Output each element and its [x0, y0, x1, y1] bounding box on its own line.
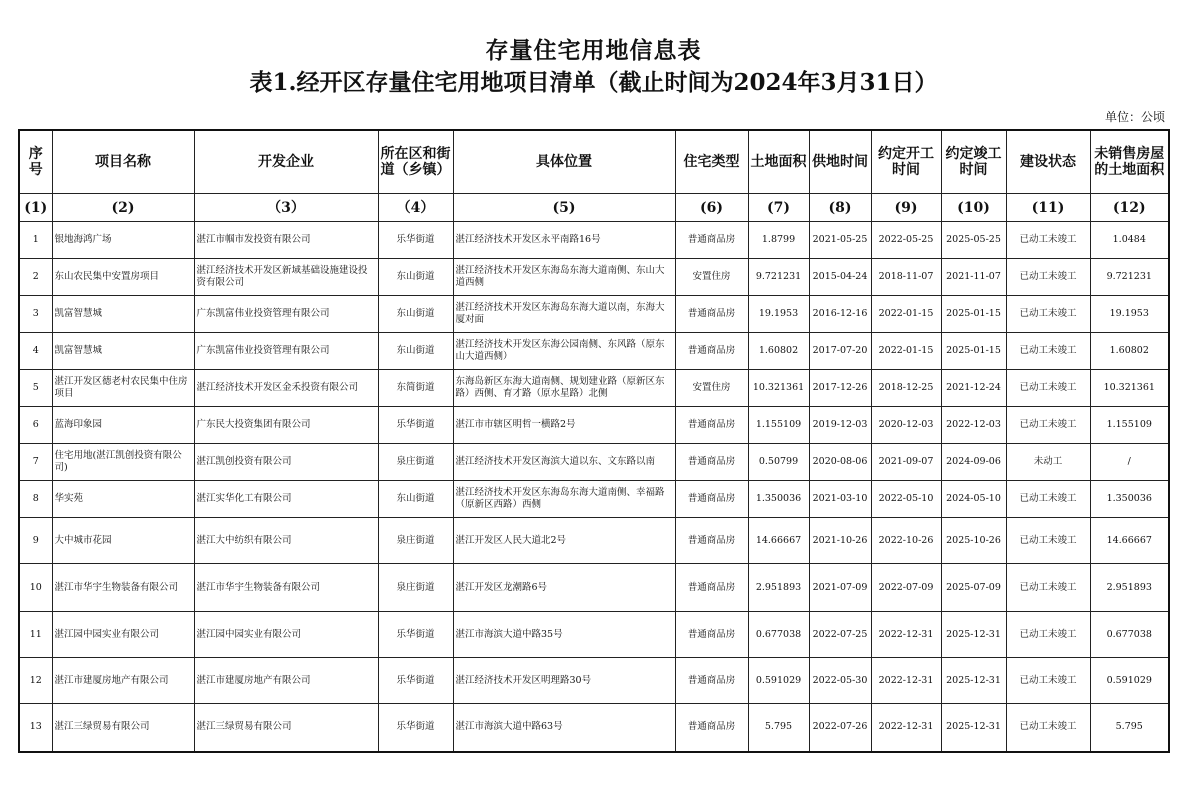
column-number: (5): [453, 194, 675, 222]
housing-type: 普通商品房: [675, 481, 748, 518]
developer: 广东凯富伟业投资管理有限公司: [194, 296, 378, 333]
construction-status: 已动工未竣工: [1006, 370, 1090, 407]
construction-status: 已动工未竣工: [1006, 481, 1090, 518]
developer: 湛江经济技术开发区新域基础设施建设投资有限公司: [194, 259, 378, 296]
start-date: 2020-12-03: [871, 407, 941, 444]
construction-status: 已动工未竣工: [1006, 259, 1090, 296]
supply-date: 2022-07-26: [809, 704, 871, 752]
district: 东山街道: [378, 481, 453, 518]
land-area: 1.8799: [748, 222, 809, 259]
unsold-area: 1.60802: [1090, 333, 1169, 370]
construction-status: 未动工: [1006, 444, 1090, 481]
location: 湛江开发区龙潮路6号: [453, 564, 675, 612]
location: 湛江经济技术开发区明理路30号: [453, 658, 675, 704]
project-name: 蓝海印象园: [52, 407, 194, 444]
location: 湛江经济技术开发区东海岛东海大道以南，东海大厦对面: [453, 296, 675, 333]
row-index: 8: [19, 481, 52, 518]
completion-date: 2025-01-15: [941, 296, 1006, 333]
land-area: 0.677038: [748, 612, 809, 658]
construction-status: 已动工未竣工: [1006, 407, 1090, 444]
table-row: [19, 518, 1169, 564]
column-number: (1): [19, 194, 52, 222]
header-housing-type: 住宅类型: [675, 130, 748, 194]
district: 东山街道: [378, 296, 453, 333]
construction-status: 已动工未竣工: [1006, 564, 1090, 612]
header-developer: 开发企业: [194, 130, 378, 194]
column-number: (2): [52, 194, 194, 222]
housing-type: 普通商品房: [675, 612, 748, 658]
location: 湛江市海滨大道中路35号: [453, 612, 675, 658]
column-number: (11): [1006, 194, 1090, 222]
table-row: [19, 407, 1169, 444]
header-completion-date: 约定竣工时间: [941, 130, 1006, 194]
supply-date: 2016-12-16: [809, 296, 871, 333]
location: 湛江经济技术开发区东海岛东海大道南侧、东山大道西侧: [453, 259, 675, 296]
unsold-area: 0.591029: [1090, 658, 1169, 704]
start-date: 2022-10-26: [871, 518, 941, 564]
completion-date: 2024-05-10: [941, 481, 1006, 518]
table-row: [19, 259, 1169, 296]
land-area: 14.66667: [748, 518, 809, 564]
project-name: 湛江园中园实业有限公司: [52, 612, 194, 658]
supply-date: 2017-12-26: [809, 370, 871, 407]
column-number: （3）: [194, 194, 378, 222]
supply-date: 2020-08-06: [809, 444, 871, 481]
construction-status: 已动工未竣工: [1006, 612, 1090, 658]
housing-type: 普通商品房: [675, 222, 748, 259]
start-date: 2018-12-25: [871, 370, 941, 407]
project-name: 湛江市华宇生物装备有限公司: [52, 564, 194, 612]
unit-label: 单位：公顷: [1104, 110, 1165, 124]
row-index: 9: [19, 518, 52, 564]
unsold-area: 19.1953: [1090, 296, 1169, 333]
row-index: 12: [19, 658, 52, 704]
housing-type: 普通商品房: [675, 704, 748, 752]
supply-date: 2017-07-20: [809, 333, 871, 370]
developer: 广东凯富伟业投资管理有限公司: [194, 333, 378, 370]
location: 湛江市市辖区明哲一横路2号: [453, 407, 675, 444]
row-index: 6: [19, 407, 52, 444]
table-row: [19, 296, 1169, 333]
start-date: 2022-01-15: [871, 333, 941, 370]
land-area: 10.321361: [748, 370, 809, 407]
row-index: 11: [19, 612, 52, 658]
row-index: 13: [19, 704, 52, 752]
completion-date: 2025-10-26: [941, 518, 1006, 564]
table-row: [19, 704, 1169, 752]
housing-type: 普通商品房: [675, 564, 748, 612]
completion-date: 2024-09-06: [941, 444, 1006, 481]
supply-date: 2022-07-25: [809, 612, 871, 658]
header-unsold-area: 未销售房屋的土地面积: [1090, 130, 1169, 194]
developer: 广东民大投资集团有限公司: [194, 407, 378, 444]
construction-status: 已动工未竣工: [1006, 704, 1090, 752]
table-title: 表1.经开区存量住宅用地项目清单（截止时间为2024年3月31日）: [249, 69, 938, 96]
header-land-area: 土地面积: [748, 130, 809, 194]
land-area: 0.591029: [748, 658, 809, 704]
column-number: (7): [748, 194, 809, 222]
construction-status: 已动工未竣工: [1006, 518, 1090, 564]
district: 乐华街道: [378, 612, 453, 658]
start-date: 2022-01-15: [871, 296, 941, 333]
start-date: 2022-12-31: [871, 612, 941, 658]
start-date: 2022-12-31: [871, 658, 941, 704]
column-number: (8): [809, 194, 871, 222]
table-row: [19, 222, 1169, 259]
location: 湛江市海滨大道中路63号: [453, 704, 675, 752]
land-area: 5.795: [748, 704, 809, 752]
project-name: 湛江市建厦房地产有限公司: [52, 658, 194, 704]
location: 湛江经济技术开发区东海岛东海大道南侧、幸福路（原新区西路）西侧: [453, 481, 675, 518]
district: 泉庄街道: [378, 518, 453, 564]
district: 乐华街道: [378, 222, 453, 259]
housing-type: 安置住房: [675, 370, 748, 407]
column-number: (12): [1090, 194, 1169, 222]
district: 乐华街道: [378, 407, 453, 444]
developer: 湛江凯创投资有限公司: [194, 444, 378, 481]
row-index: 7: [19, 444, 52, 481]
developer: 湛江大中纺织有限公司: [194, 518, 378, 564]
column-number: (9): [871, 194, 941, 222]
completion-date: 2021-11-07: [941, 259, 1006, 296]
location: 东海岛新区东海大道南侧、规划建业路（原新区东路）西侧、育才路（原水星路）北侧: [453, 370, 675, 407]
district: 泉庄街道: [378, 564, 453, 612]
table-row: [19, 481, 1169, 518]
construction-status: 已动工未竣工: [1006, 658, 1090, 704]
housing-type: 普通商品房: [675, 333, 748, 370]
completion-date: 2025-12-31: [941, 658, 1006, 704]
supply-date: 2021-07-09: [809, 564, 871, 612]
developer: 湛江三绿贸易有限公司: [194, 704, 378, 752]
column-number: (10): [941, 194, 1006, 222]
completion-date: 2022-12-03: [941, 407, 1006, 444]
header-supply-date: 供地时间: [809, 130, 871, 194]
header-start-date: 约定开工时间: [871, 130, 941, 194]
completion-date: 2025-05-25: [941, 222, 1006, 259]
land-area: 1.350036: [748, 481, 809, 518]
header-project-name: 项目名称: [52, 130, 194, 194]
start-date: 2022-05-10: [871, 481, 941, 518]
land-area: 1.155109: [748, 407, 809, 444]
housing-type: 普通商品房: [675, 296, 748, 333]
start-date: 2021-09-07: [871, 444, 941, 481]
district: 东山街道: [378, 333, 453, 370]
developer: 湛江经济技术开发区金禾投资有限公司: [194, 370, 378, 407]
table-row: [19, 444, 1169, 481]
project-name: 凯富智慧城: [52, 296, 194, 333]
land-area: 0.50799: [748, 444, 809, 481]
table-row: [19, 612, 1169, 658]
completion-date: 2025-12-31: [941, 704, 1006, 752]
unsold-area: 1.350036: [1090, 481, 1169, 518]
supply-date: 2015-04-24: [809, 259, 871, 296]
table-row: [19, 658, 1169, 704]
unsold-area: 5.795: [1090, 704, 1169, 752]
row-index: 2: [19, 259, 52, 296]
housing-type: 普通商品房: [675, 444, 748, 481]
unsold-area: 14.66667: [1090, 518, 1169, 564]
project-name: 凯富智慧城: [52, 333, 194, 370]
land-area: 1.60802: [748, 333, 809, 370]
project-name: 住宅用地(湛江凯创投资有限公司): [52, 444, 194, 481]
housing-type: 安置住房: [675, 259, 748, 296]
developer: 湛江实华化工有限公司: [194, 481, 378, 518]
developer: 湛江园中园实业有限公司: [194, 612, 378, 658]
completion-date: 2021-12-24: [941, 370, 1006, 407]
start-date: 2022-05-25: [871, 222, 941, 259]
row-index: 3: [19, 296, 52, 333]
unsold-area: 9.721231: [1090, 259, 1169, 296]
unsold-area: 10.321361: [1090, 370, 1169, 407]
table-row: [19, 333, 1169, 370]
project-name: 湛江三绿贸易有限公司: [52, 704, 194, 752]
project-name: 大中城市花园: [52, 518, 194, 564]
start-date: 2018-11-07: [871, 259, 941, 296]
table-row: [19, 564, 1169, 612]
unsold-area: 1.0484: [1090, 222, 1169, 259]
supply-date: 2021-05-25: [809, 222, 871, 259]
supply-date: 2021-10-26: [809, 518, 871, 564]
project-name: 东山农民集中安置房项目: [52, 259, 194, 296]
construction-status: 已动工未竣工: [1006, 222, 1090, 259]
project-name: 银地海鸿广场: [52, 222, 194, 259]
construction-status: 已动工未竣工: [1006, 333, 1090, 370]
location: 湛江经济技术开发区东海公园南侧、东风路（原东山大道西侧）: [453, 333, 675, 370]
completion-date: 2025-07-09: [941, 564, 1006, 612]
completion-date: 2025-01-15: [941, 333, 1006, 370]
column-number: (6): [675, 194, 748, 222]
housing-type: 普通商品房: [675, 518, 748, 564]
location: 湛江经济技术开发区海滨大道以东、文东路以南: [453, 444, 675, 481]
column-number-row: [19, 194, 1169, 222]
start-date: 2022-07-09: [871, 564, 941, 612]
developer: 湛江市华宇生物装备有限公司: [194, 564, 378, 612]
column-number: （4）: [378, 194, 453, 222]
unsold-area: 2.951893: [1090, 564, 1169, 612]
project-name: 华实苑: [52, 481, 194, 518]
row-index: 5: [19, 370, 52, 407]
document-title: 存量住宅用地信息表: [485, 37, 702, 64]
location: 湛江开发区人民大道北2号: [453, 518, 675, 564]
unsold-area: 1.155109: [1090, 407, 1169, 444]
header-status: 建设状态: [1006, 130, 1090, 194]
start-date: 2022-12-31: [871, 704, 941, 752]
land-area: 9.721231: [748, 259, 809, 296]
housing-type: 普通商品房: [675, 407, 748, 444]
district: 东山街道: [378, 259, 453, 296]
district: 泉庄街道: [378, 444, 453, 481]
supply-date: 2019-12-03: [809, 407, 871, 444]
district: 乐华街道: [378, 658, 453, 704]
land-info-table: [18, 129, 1170, 753]
location: 湛江经济技术开发区永平南路16号: [453, 222, 675, 259]
land-area: 19.1953: [748, 296, 809, 333]
header-location: 具体位置: [453, 130, 675, 194]
supply-date: 2022-05-30: [809, 658, 871, 704]
construction-status: 已动工未竣工: [1006, 296, 1090, 333]
header-index: 序号: [19, 130, 52, 194]
unsold-area: /: [1090, 444, 1169, 481]
unsold-area: 0.677038: [1090, 612, 1169, 658]
district: 东简街道: [378, 370, 453, 407]
housing-type: 普通商品房: [675, 658, 748, 704]
row-index: 4: [19, 333, 52, 370]
developer: 湛江市帼市发投资有限公司: [194, 222, 378, 259]
district: 乐华街道: [378, 704, 453, 752]
row-index: 10: [19, 564, 52, 612]
completion-date: 2025-12-31: [941, 612, 1006, 658]
header-district: 所在区和街道（乡镇）: [378, 130, 453, 194]
developer: 湛江市建厦房地产有限公司: [194, 658, 378, 704]
row-index: 1: [19, 222, 52, 259]
header-row: [19, 130, 1169, 194]
land-area: 2.951893: [748, 564, 809, 612]
table-row: [19, 370, 1169, 407]
supply-date: 2021-03-10: [809, 481, 871, 518]
project-name: 湛江开发区德老村农民集中住房项目: [52, 370, 194, 407]
